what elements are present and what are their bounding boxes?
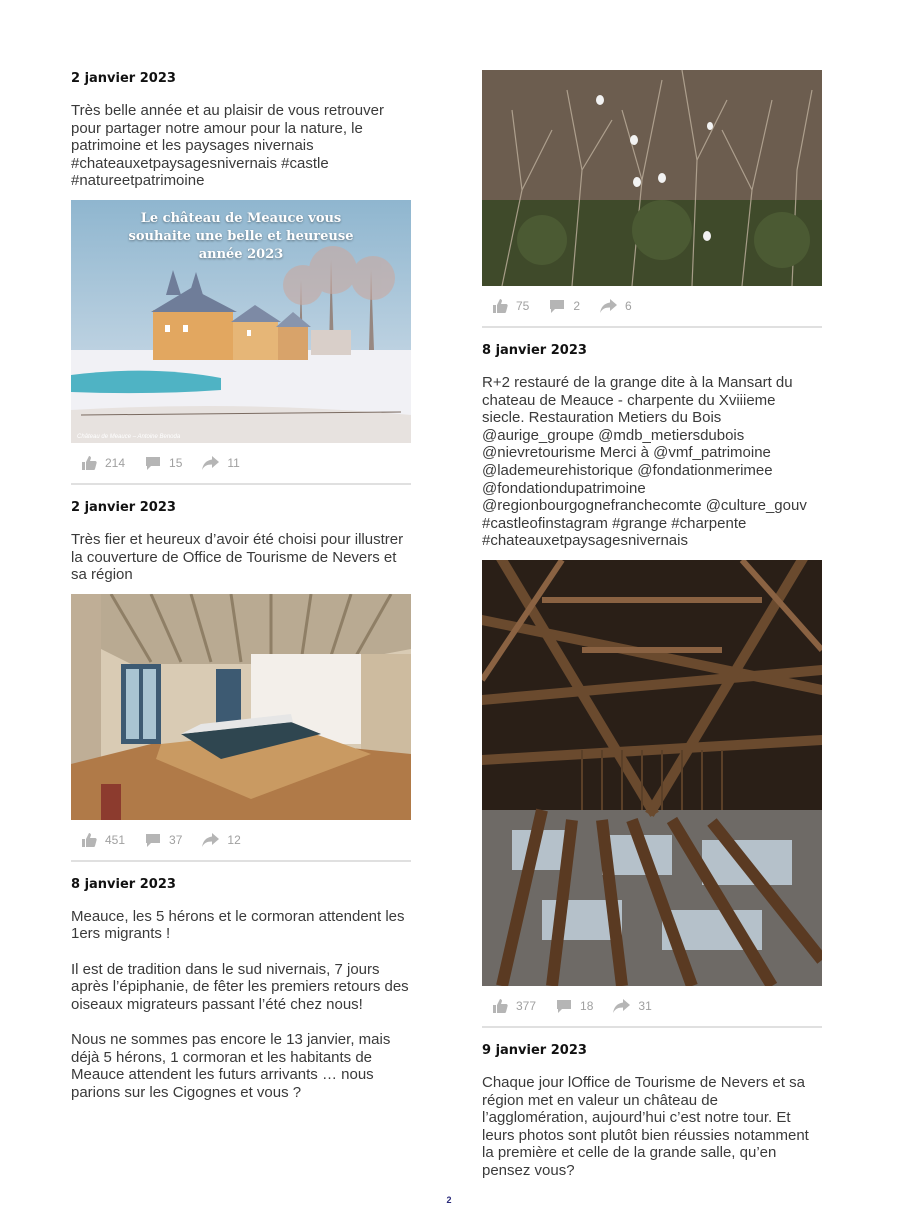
post-text: Très belle année et au plaisir de vous retrouver pour partager notre amour pour la nature, le patrimoine et les paysages nivernais #chateauxetpaysagesnivernais #castle #natureetpatrimoine <box>71 102 384 190</box>
comment-count[interactable]: 37 <box>145 833 182 847</box>
image-credit: Château de Meauce – Antoine Benoda <box>77 433 181 440</box>
post-text: Meauce, les 5 hérons et le cormoran attendent les 1ers migrants ! Il est de tradition dans le sud nivernais, 7 jours après l’épiphanie, de fêter les premiers retours des oiseaux migrateurs passant l’été chez nous! Nous ne sommes pas encore le 13 janvier, mais déjà 5 hérons, 1 cormoran et les habitants de Meauce attendent les futurs arrivants … nous parions sur les Cigognes et vous ? <box>71 907 409 1101</box>
comment-icon <box>145 833 161 847</box>
share-count[interactable]: 11 <box>202 456 239 470</box>
post-stats <box>71 820 411 862</box>
share-arrow-icon <box>613 999 630 1013</box>
like-count[interactable]: 75 <box>492 299 529 313</box>
post-date: 8 janvier 2023 <box>482 343 587 358</box>
comment-count[interactable]: 2 <box>549 299 580 313</box>
post <box>482 342 822 1028</box>
post <box>71 499 411 862</box>
post-stats <box>482 286 822 328</box>
post-image-bedroom[interactable] <box>71 594 411 820</box>
like-count[interactable]: 214 <box>81 456 125 470</box>
thumbs-up-icon <box>81 833 97 847</box>
share-arrow-icon <box>202 456 219 470</box>
thumbs-up-icon <box>81 456 97 470</box>
post-text: R+2 restauré de la grange dite à la Mansart du chateau de Meauce - charpente du Xviiieme siecle. Restauration Metiers du Bois @aurige_groupe @mdb_metiersdubois @nievretourisme Merci à @vmf_patrimoine @lademeurehistorique @fondationmerimee @fondationdupatrimoine @regionbourgognefranchecomte @culture_gouv #castleofinstagram #grange #charpente #chateauxetpaysagesnivernais <box>482 374 807 550</box>
post-date: 9 janvier 2023 <box>482 1042 587 1058</box>
comment-icon <box>549 299 565 313</box>
post-continuation <box>482 70 822 328</box>
like-count[interactable]: 377 <box>492 999 536 1013</box>
share-arrow-icon <box>202 833 219 847</box>
comment-count[interactable]: 15 <box>145 456 182 470</box>
thumbs-up-icon <box>492 999 508 1013</box>
post-text: Très fier et heureux d’avoir été choisi pour illustrer la couverture de Office de Tourisme de Nevers et sa région <box>71 530 404 584</box>
page-number: 2 <box>446 1195 452 1205</box>
left-column <box>71 70 411 1111</box>
comment-count[interactable]: 18 <box>556 999 593 1013</box>
right-column <box>482 70 822 1190</box>
post-image-herons[interactable] <box>482 70 822 286</box>
share-count[interactable]: 12 <box>202 833 240 847</box>
post <box>71 876 411 1102</box>
post-image-roof-timber[interactable] <box>482 560 822 986</box>
post-date: 2 janvier 2023 <box>71 71 176 86</box>
share-count[interactable]: 6 <box>600 299 632 313</box>
thumbs-up-icon <box>492 299 508 313</box>
post-stats <box>482 986 822 1028</box>
comment-icon <box>556 999 572 1013</box>
post <box>71 70 411 485</box>
post-text: Chaque jour lOffice de Tourisme de Nevers et sa région met en valeur un château de l’agglomération, aujourd’hui c’est notre tour. Et leurs photos sont plutôt bien réussies notamment la première et celle de la grande salle, qu’en pensez vous? <box>482 1073 809 1179</box>
post-stats <box>71 443 411 485</box>
image-overlay-text: Le château de Meauce vous souhaite une belle et heureuse année 2023 <box>128 210 354 262</box>
share-arrow-icon <box>600 299 617 313</box>
post-date: 8 janvier 2023 <box>71 876 176 892</box>
like-count[interactable]: 451 <box>81 833 125 847</box>
comment-icon <box>145 456 161 470</box>
post-image-chateau-winter[interactable] <box>71 200 411 443</box>
post-date: 2 janvier 2023 <box>71 499 176 515</box>
share-count[interactable]: 31 <box>613 999 651 1013</box>
post <box>482 1042 822 1180</box>
